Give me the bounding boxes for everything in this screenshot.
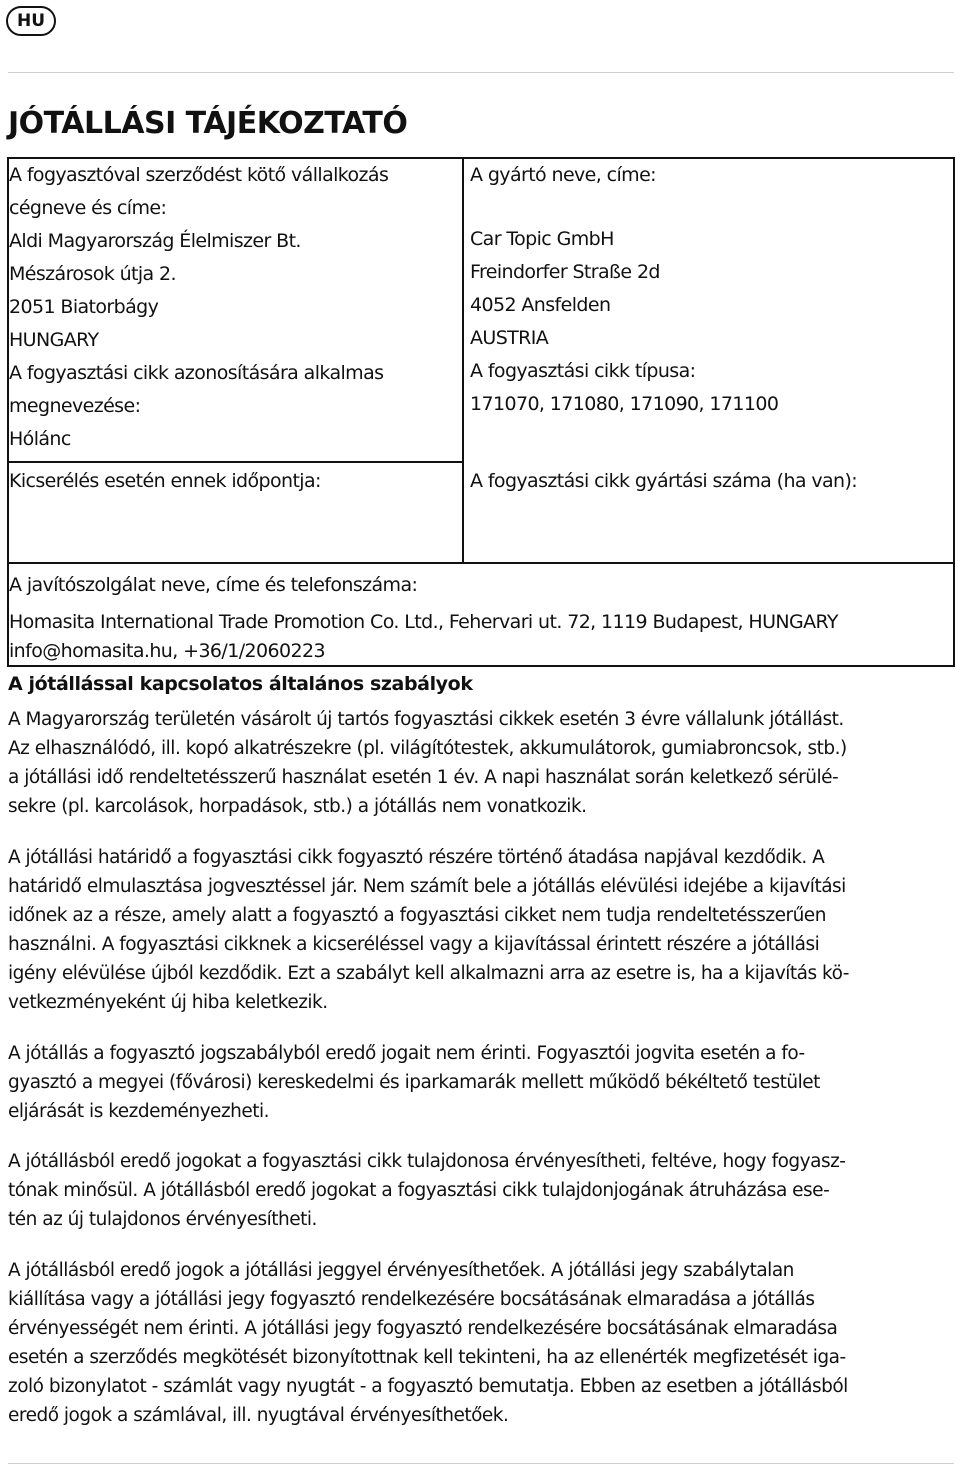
paragraph-line: tónak minősül. A jótállásból eredő jogokat a fogyasztási cikk tulajdonjogának átruházása ese-: [8, 1180, 830, 1201]
row-divider-left: [9, 461, 463, 463]
paragraph-line: vetkezményeként új hiba keletkezik.: [8, 992, 328, 1013]
service-contact: info@homasita.hu, +36/1/2060223: [9, 640, 325, 662]
paragraph-line: zoló bizonylatot - számlát vagy nyugtát - a fogyasztó bemutatja. Ebben az esetben a jótállásból: [8, 1376, 848, 1397]
service-label: A javítószolgálat neve, címe és telefonszáma:: [9, 574, 418, 596]
column-divider: [462, 159, 464, 564]
paragraph-line: A jótállás a fogyasztó jogszabályból eredő jogait nem érinti. Fogyasztói jogvita esetén a fo-: [8, 1043, 805, 1064]
manufacturer-street: Freindorfer Straße 2d: [470, 261, 660, 283]
rules-paragraph: [8, 1256, 848, 1430]
rules-heading: A jótállással kapcsolatos általános szabályok: [8, 673, 473, 695]
paragraph-line: eljárását is kezdeményezheti.: [8, 1101, 270, 1122]
product-label-line: megnevezése:: [9, 395, 141, 417]
product-name: Hólánc: [9, 428, 71, 450]
paragraph-line: használni. A fogyasztási cikknek a kicseréléssel vagy a kijavítással érintett részére a jótállási: [8, 934, 820, 955]
manufacturer-cell: [470, 159, 778, 421]
paragraph-line: tén az új tulajdonos érvényesítheti.: [8, 1209, 317, 1230]
top-divider: [8, 72, 954, 73]
manufacturer-country: AUSTRIA: [470, 327, 549, 349]
warranty-info-table: [7, 157, 955, 667]
paragraph-line: érvényességét nem érinti. A jótállási jegy fogyasztó rendelkezésére bocsátásának elmaradása: [8, 1318, 838, 1339]
paragraph-line: Az elhasználódó, ill. kopó alkatrészekre (pl. világítótestek, akkumulátorok, gumiabroncsok, stb.): [8, 738, 847, 759]
rules-paragraph: [8, 705, 847, 821]
seller-city: 2051 Biatorbágy: [9, 296, 159, 318]
paragraph-line: időnek az a része, amely alatt a fogyasztó a fogyasztási cikket nem tudja rendeltetésszerűen: [8, 905, 826, 926]
product-label-line: A fogyasztási cikk azonosítására alkalmas: [9, 362, 384, 384]
paragraph-line: esetén a szerződés megkötését bizonyítottnak kell tekinteni, ha az ellenérték megfizetését iga-: [8, 1347, 846, 1368]
replacement-date-label: Kicserélés esetén ennek időpontja:: [9, 470, 321, 492]
product-type-value: 171070, 171080, 171090, 171100: [470, 393, 779, 415]
serial-number-cell: [470, 465, 857, 498]
language-badge: HU: [6, 6, 56, 36]
paragraph-line: igény elévülése újból kezdődik. Ezt a szabályt kell alkalmazni arra az esetre is, ha a kijavítás kö-: [8, 963, 849, 984]
paragraph-line: A jótállási határidő a fogyasztási cikk fogyasztó részére történő átadása napjával kezdődik. A: [8, 847, 825, 868]
seller-name: Aldi Magyarország Élelmiszer Bt.: [9, 230, 301, 252]
service-address: Homasita International Trade Promotion Co. Ltd., Fehervari ut. 72, 1119 Budapest, HUNGARY: [9, 611, 838, 633]
paragraph-line: A jótállásból eredő jogokat a fogyasztási cikk tulajdonosa érvényesítheti, feltéve, hogy fogyasz-: [8, 1151, 846, 1172]
paragraph-line: kiállítása vagy a jótállási jegy fogyasztó rendelkezésére bocsátásának elmaradása a jótállás: [8, 1289, 815, 1310]
row-divider-full: [9, 562, 953, 564]
seller-country: HUNGARY: [9, 329, 99, 351]
manufacturer-city: 4052 Ansfelden: [470, 294, 611, 316]
paragraph-line: gyasztó a megyei (fővárosi) kereskedelmi és iparkamarák mellett működő békéltető testület: [8, 1072, 820, 1093]
paragraph-line: határidő elmulasztása jogvesztéssel jár. Nem számít bele a jótállás elévülési idejébe a kijavítási: [8, 876, 846, 897]
paragraph-line: a jótállási idő rendeltetésszerű használat esetén 1 év. A napi használat során keletkező sérülé-: [8, 767, 839, 788]
paragraph-line: A jótállásból eredő jogok a jótállási jeggyel érvényesíthetőek. A jótállási jegy szabálytalan: [8, 1260, 794, 1281]
rules-paragraph: [8, 1039, 820, 1126]
seller-label-line: A fogyasztóval szerződést kötő vállalkozás: [9, 164, 389, 186]
page-title: JÓTÁLLÁSI TÁJÉKOZTATÓ: [8, 106, 408, 141]
rules-paragraph: [8, 1147, 846, 1234]
rules-paragraph: [8, 843, 849, 1017]
seller-and-product-cell: [9, 159, 388, 456]
paragraph-line: A Magyarország területén vásárolt új tartós fogyasztási cikkek esetén 3 évre vállalunk jótállást.: [8, 709, 844, 730]
manufacturer-label: A gyártó neve, címe:: [470, 164, 656, 186]
seller-street: Mészárosok útja 2.: [9, 263, 176, 285]
seller-label-line: cégneve és címe:: [9, 197, 167, 219]
paragraph-line: sekre (pl. karcolások, horpadások, stb.) a jótállás nem vonatkozik.: [8, 796, 587, 817]
product-type-label: A fogyasztási cikk típusa:: [470, 360, 696, 382]
manufacturer-name: Car Topic GmbH: [470, 228, 614, 250]
service-cell: [9, 569, 838, 666]
replacement-date-cell: [9, 465, 321, 498]
paragraph-line: eredő jogok a számlával, ill. nyugtával érvényesíthetőek.: [8, 1405, 509, 1426]
bottom-divider: [8, 1463, 954, 1464]
serial-number-label: A fogyasztási cikk gyártási száma (ha van):: [470, 470, 858, 492]
